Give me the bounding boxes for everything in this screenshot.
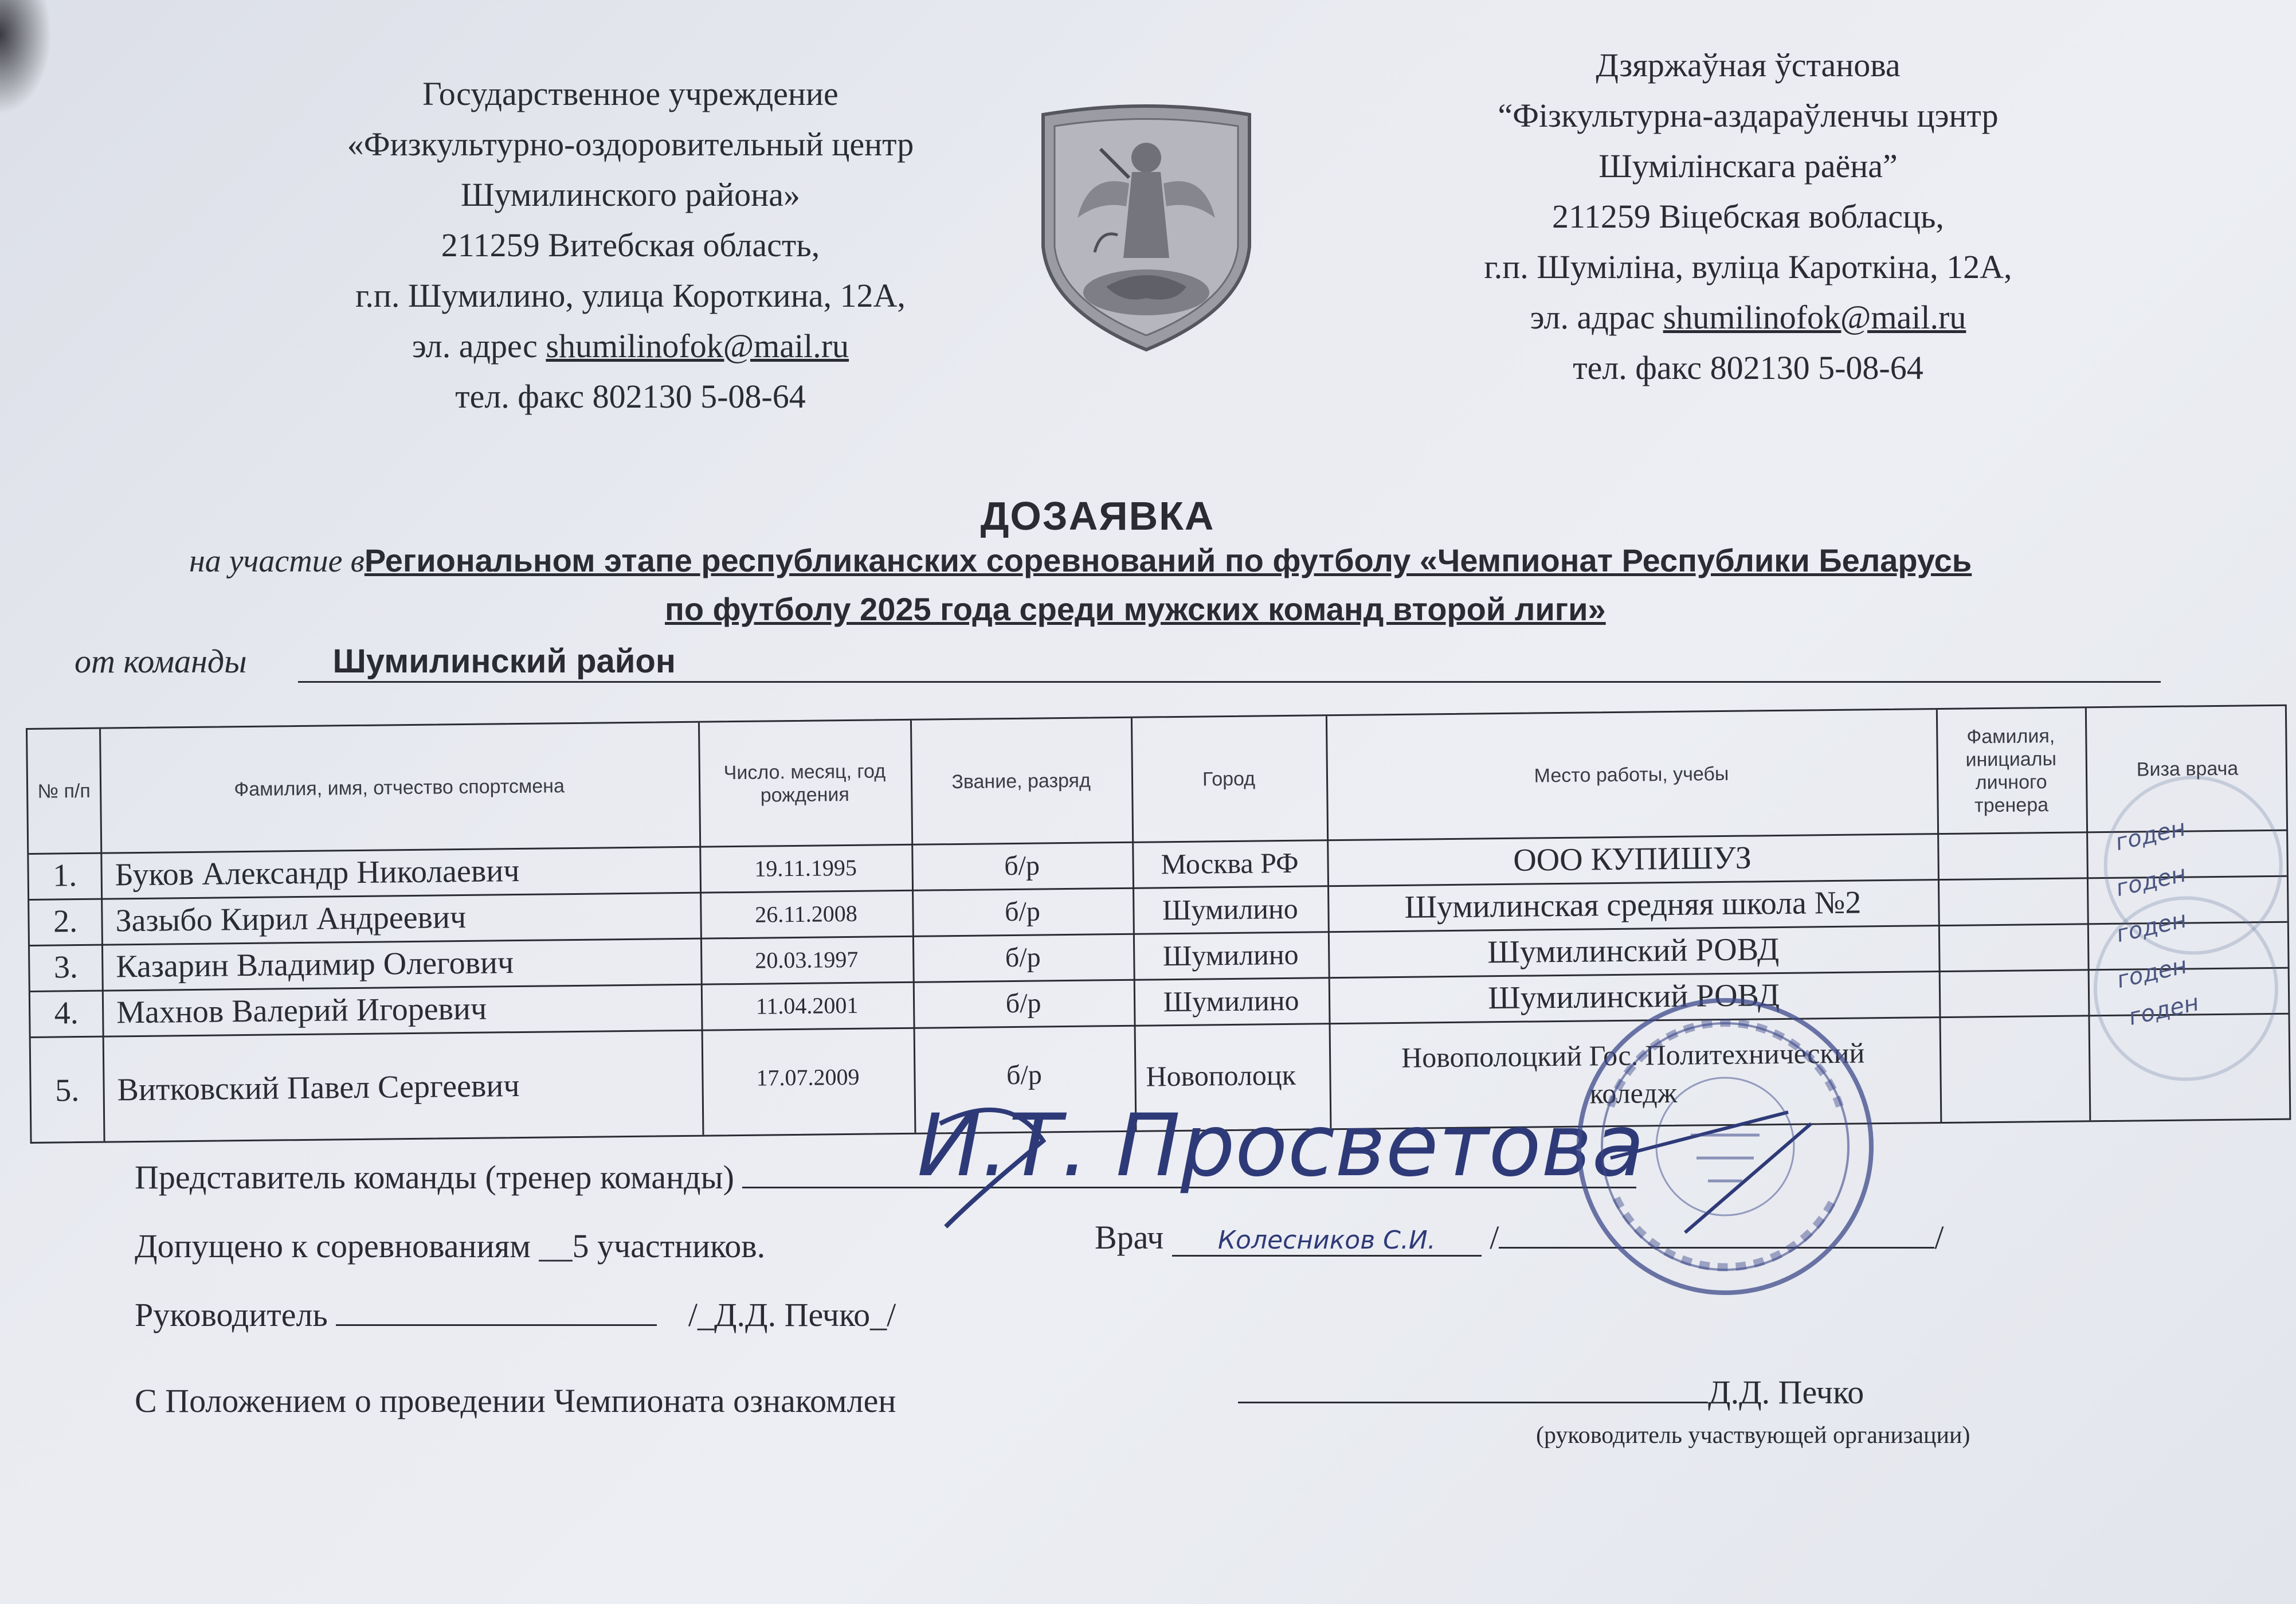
round-official-stamp [1570,992,1880,1301]
header-right-line: “Фізкультурна-аздараўленчы цэнтр [1498,97,1999,134]
email-prefix: эл. адрес [412,327,546,365]
cell-coach [1938,923,2088,971]
cell-city: Шумилино [1162,938,1299,972]
director-label: Руководитель [135,1296,328,1333]
participation-line [189,542,1972,580]
cell-visa-handwritten: годен [2126,989,2201,1031]
team-row [75,642,676,680]
cell-visa-handwritten: годен [2114,906,2189,948]
cell-num: 2. [53,903,78,940]
director-name: /_Д.Д. Печко_/ [688,1296,896,1333]
cell-num: 1. [52,858,77,894]
cell-coach [1938,877,2087,925]
cell-rank: б/р [1004,895,1041,927]
acknowledged-row [135,1382,896,1420]
acknowledged-label: С Положением о проведении Чемпионата ознакомлен [135,1382,896,1419]
header-right-line: 211259 Віцебская вобласць, [1552,198,1944,235]
header-right-fax: тел. факс 802130 5-08-64 [1573,349,1923,386]
cell-dob: 26.11.2008 [754,900,857,928]
header-work: Место работы, учебы [1534,762,1729,787]
cell-city: Новополоцк [1146,1058,1296,1093]
page-corner-shadow [0,0,52,115]
header-left-line: Шумилинского района» [461,176,800,213]
cell-work: Новополоцкий Гос. Политехнический коледж [1401,1036,1865,1110]
acknowledged-note: (руководитель участвующей организации) [1536,1422,1970,1449]
team-underline [298,681,2161,683]
header-left-fax: тел. факс 802130 5-08-64 [455,378,806,415]
cell-coach [1937,831,2087,879]
cell-work: Шумилинская средняя школа №2 [1404,885,1862,925]
cell-dob: 19.11.1995 [754,854,857,882]
cell-num: 3. [53,949,79,985]
team-lead: от команды [75,643,247,680]
coat-of-arms-emblem [1032,103,1261,355]
cell-visa-handwritten: годен [2113,860,2189,902]
header-coach: Фамилия, инициалы личного тренера [1965,725,2057,816]
header-left-email-row [252,321,1009,371]
cell-dob: 17.07.2009 [756,1063,860,1091]
doctor-stamp-faint [2093,895,2279,1082]
cell-name: Витковский Павел Сергеевич [117,1068,520,1108]
header-left-line: «Физкультурно-оздоровительный центр [347,126,914,163]
acknowledged-name: Д.Д. Печко [1708,1374,1864,1411]
header-name: Фамилия, имя, отчество спортсмена [234,774,565,800]
cell-work: Шумилинский РОВД [1487,977,1780,1016]
doctor-row: Врач Колесников С.И. / / [1095,1219,1944,1256]
header-right-organization [1330,40,2166,393]
header-right-line: г.п. Шуміліна, вуліца Кароткіна, 12А, [1484,248,2012,285]
header-rank: Звание, разряд [951,769,1091,793]
cell-rank: б/р [1004,850,1040,881]
header-left-line: Государственное учреждение [422,75,839,112]
cell-city: Шумилино [1163,984,1299,1018]
cell-name: Буков Александр Николаевич [115,852,520,893]
team-name: Шумилинский район [332,643,676,680]
participation-lead: на участие в [189,543,365,579]
cell-dob: 20.03.1997 [755,946,859,973]
roster-table [26,705,2291,1144]
cell-dob: 11.04.2001 [755,992,859,1019]
cell-num: 5. [54,1073,80,1109]
cell-rank: б/р [1006,1059,1043,1090]
event-name-line2: по футболу 2025 года среди мужских команд второй лиги» [665,591,1606,627]
email-link[interactable]: shumilinofok@mail.ru [546,327,849,365]
header-left-line: 211259 Витебская область, [441,226,820,264]
header-right-line: Шумілінскага раёна” [1598,147,1898,185]
header-city: Город [1202,768,1256,791]
cell-city: Шумилино [1162,892,1299,926]
admitted-suffix: участников. [589,1227,766,1265]
cell-name: Махнов Валерий Игоревич [116,991,487,1031]
header-right-line: Дзяржаўная ўстанова [1596,46,1901,84]
cell-rank: б/р [1005,987,1041,1019]
doctor-name-handwritten: Колесников С.И. [1172,1226,1482,1257]
header-num: № п/п [37,780,91,803]
cell-coach [1939,969,2089,1016]
acknowledged-signature-line [1238,1402,1708,1403]
signature-text: И.Т. Просветова [917,1096,1645,1196]
admitted-row [135,1227,765,1265]
cell-rank: б/р [1005,941,1041,973]
admitted-prefix: Допущено к соревнованиям __ [135,1227,573,1265]
header-left-line: г.п. Шумилино, улица Короткина, 12А, [355,277,906,314]
document-title: ДОЗАЯВКА [980,494,1215,538]
email-link[interactable]: shumilinofok@mail.ru [1663,299,1966,336]
header-visa: Виза врача [2136,757,2239,780]
cell-name: Казарин Владимир Олегович [116,945,514,985]
cell-coach [1939,1015,2089,1125]
email-prefix: эл. адрас [1530,299,1663,336]
cell-num: 4. [54,995,79,1031]
header-right-email-row [1330,292,2166,343]
event-name-line1: Региональном этапе республиканских соревнований по футболу «Чемпионат Республики Беларусь [364,542,1972,578]
header-dob: Число. месяц, год рождения [723,760,886,807]
doctor-label: Врач [1095,1219,1164,1256]
director-row [135,1296,896,1334]
acknowledged-signature [1238,1373,1864,1411]
cell-work: Шумилинский РОВД [1487,931,1780,971]
cell-work: ООО КУПИШУЗ [1513,840,1752,878]
director-signature-line [336,1324,657,1326]
cell-name: Зазыбо Кирил Андреевич [115,899,467,939]
cell-visa-handwritten: годен [2114,952,2190,994]
cell-city: Москва РФ [1161,846,1299,881]
representative-label: Представитель команды (тренер команды) [135,1159,734,1196]
admitted-count: 5 [572,1227,589,1265]
header-left-organization [252,69,1009,422]
cell-visa-handwritten: годен [2113,815,2188,856]
